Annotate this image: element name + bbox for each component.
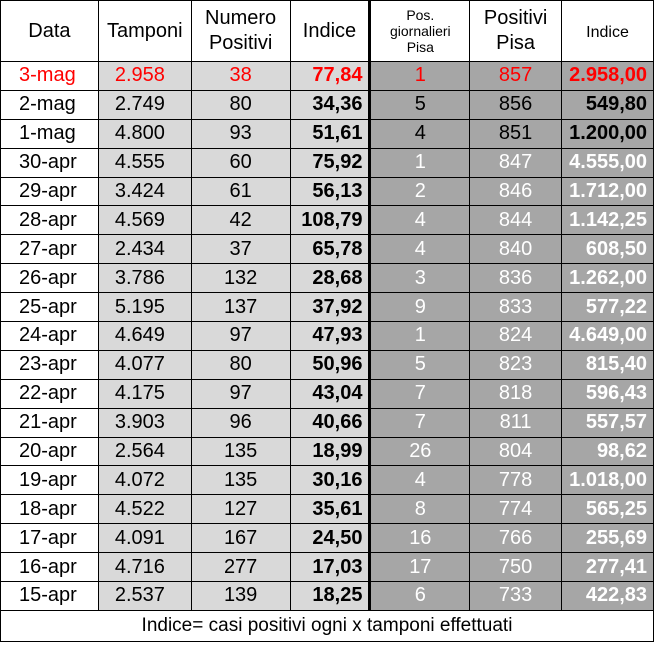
table-row [1, 553, 654, 582]
cell-pos-giornalieri: 1 [370, 62, 470, 91]
cell-indice: 108,79 [290, 206, 370, 235]
cell-data: 21-apr [1, 408, 99, 437]
cell-positivi-pisa: 840 [470, 235, 562, 264]
table-row [1, 90, 654, 119]
cell-data: 30-apr [1, 148, 99, 177]
cell-indice: 17,03 [290, 553, 370, 582]
cell-data: 27-apr [1, 235, 99, 264]
cell-numero-positivi: 60 [191, 148, 290, 177]
cell-indice-pisa: 4.555,00 [561, 148, 653, 177]
table-row [1, 322, 654, 351]
cell-positivi-pisa: 844 [470, 206, 562, 235]
cell-positivi-pisa: 857 [470, 62, 562, 91]
table-row [1, 350, 654, 379]
table-row [1, 293, 654, 322]
cell-tamponi: 2.434 [98, 235, 191, 264]
cell-positivi-pisa: 846 [470, 177, 562, 206]
cell-data: 29-apr [1, 177, 99, 206]
cell-indice: 24,50 [290, 524, 370, 553]
cell-indice-pisa: 1.262,00 [561, 264, 653, 293]
cell-indice: 18,25 [290, 582, 370, 611]
cell-data: 25-apr [1, 293, 99, 322]
cell-numero-positivi: 127 [191, 495, 290, 524]
cell-tamponi: 4.077 [98, 350, 191, 379]
cell-tamponi: 3.903 [98, 408, 191, 437]
cell-indice: 65,78 [290, 235, 370, 264]
cell-positivi-pisa: 774 [470, 495, 562, 524]
table-row [1, 582, 654, 611]
cell-indice-pisa: 608,50 [561, 235, 653, 264]
cell-pos-giornalieri: 5 [370, 90, 470, 119]
cell-data: 22-apr [1, 379, 99, 408]
cell-tamponi: 4.175 [98, 379, 191, 408]
cell-indice-pisa: 4.649,00 [561, 322, 653, 351]
cell-data: 18-apr [1, 495, 99, 524]
cell-data: 20-apr [1, 437, 99, 466]
header-positivi-pisa: Positivi Pisa [470, 1, 562, 62]
cell-numero-positivi: 42 [191, 206, 290, 235]
cell-tamponi: 2.749 [98, 90, 191, 119]
footer-row [1, 610, 654, 641]
cell-pos-giornalieri: 9 [370, 293, 470, 322]
cell-tamponi: 3.424 [98, 177, 191, 206]
cell-indice: 37,92 [290, 293, 370, 322]
cell-numero-positivi: 97 [191, 322, 290, 351]
cell-pos-giornalieri: 4 [370, 119, 470, 148]
cell-indice-pisa: 549,80 [561, 90, 653, 119]
cell-positivi-pisa: 804 [470, 437, 562, 466]
cell-data: 2-mag [1, 90, 99, 119]
cell-indice-pisa: 98,62 [561, 437, 653, 466]
cell-tamponi: 4.555 [98, 148, 191, 177]
cell-tamponi: 4.091 [98, 524, 191, 553]
cell-positivi-pisa: 750 [470, 553, 562, 582]
cell-indice: 34,36 [290, 90, 370, 119]
cell-numero-positivi: 97 [191, 379, 290, 408]
cell-pos-giornalieri: 2 [370, 177, 470, 206]
cell-data: 17-apr [1, 524, 99, 553]
cell-data: 23-apr [1, 350, 99, 379]
cell-tamponi: 4.569 [98, 206, 191, 235]
cell-pos-giornalieri: 1 [370, 148, 470, 177]
cell-indice: 28,68 [290, 264, 370, 293]
cell-positivi-pisa: 818 [470, 379, 562, 408]
cell-positivi-pisa: 833 [470, 293, 562, 322]
cell-pos-giornalieri: 4 [370, 206, 470, 235]
cell-numero-positivi: 93 [191, 119, 290, 148]
cell-indice: 18,99 [290, 437, 370, 466]
cell-indice: 50,96 [290, 350, 370, 379]
cell-data: 26-apr [1, 264, 99, 293]
header-numero-positivi: Numero Positivi [191, 1, 290, 62]
cell-indice-pisa: 1.142,25 [561, 206, 653, 235]
cell-numero-positivi: 80 [191, 350, 290, 379]
cell-indice-pisa: 2.958,00 [561, 62, 653, 91]
cell-numero-positivi: 61 [191, 177, 290, 206]
table-row [1, 62, 654, 91]
cell-indice-pisa: 1.712,00 [561, 177, 653, 206]
header-indice-pisa: Indice [561, 1, 653, 62]
cell-tamponi: 2.537 [98, 582, 191, 611]
cell-positivi-pisa: 823 [470, 350, 562, 379]
cell-pos-giornalieri: 4 [370, 466, 470, 495]
cell-indice: 40,66 [290, 408, 370, 437]
cell-indice: 30,16 [290, 466, 370, 495]
table-row [1, 148, 654, 177]
cell-indice-pisa: 596,43 [561, 379, 653, 408]
cell-numero-positivi: 137 [191, 293, 290, 322]
cell-numero-positivi: 277 [191, 553, 290, 582]
cell-indice-pisa: 815,40 [561, 350, 653, 379]
cell-pos-giornalieri: 26 [370, 437, 470, 466]
cell-indice: 51,61 [290, 119, 370, 148]
table-row [1, 437, 654, 466]
table-row [1, 466, 654, 495]
cell-indice-pisa: 1.200,00 [561, 119, 653, 148]
cell-positivi-pisa: 811 [470, 408, 562, 437]
cell-pos-giornalieri: 7 [370, 408, 470, 437]
cell-data: 24-apr [1, 322, 99, 351]
cell-numero-positivi: 96 [191, 408, 290, 437]
cell-data: 28-apr [1, 206, 99, 235]
cell-numero-positivi: 167 [191, 524, 290, 553]
cell-positivi-pisa: 824 [470, 322, 562, 351]
cell-numero-positivi: 132 [191, 264, 290, 293]
cell-positivi-pisa: 836 [470, 264, 562, 293]
cell-tamponi: 4.800 [98, 119, 191, 148]
table-row [1, 379, 654, 408]
cell-data: 1-mag [1, 119, 99, 148]
table-row [1, 264, 654, 293]
cell-numero-positivi: 135 [191, 437, 290, 466]
header-indice: Indice [290, 1, 370, 62]
table-row [1, 524, 654, 553]
cell-pos-giornalieri: 1 [370, 322, 470, 351]
cell-indice-pisa: 277,41 [561, 553, 653, 582]
cell-pos-giornalieri: 4 [370, 235, 470, 264]
cell-tamponi: 4.649 [98, 322, 191, 351]
cell-indice: 56,13 [290, 177, 370, 206]
table-row [1, 177, 654, 206]
cell-indice: 77,84 [290, 62, 370, 91]
cell-numero-positivi: 38 [191, 62, 290, 91]
cell-tamponi: 4.716 [98, 553, 191, 582]
cell-pos-giornalieri: 7 [370, 379, 470, 408]
cell-pos-giornalieri: 17 [370, 553, 470, 582]
cell-positivi-pisa: 856 [470, 90, 562, 119]
cell-positivi-pisa: 733 [470, 582, 562, 611]
cell-numero-positivi: 135 [191, 466, 290, 495]
header-data: Data [1, 1, 99, 62]
cell-indice-pisa: 577,22 [561, 293, 653, 322]
cell-positivi-pisa: 847 [470, 148, 562, 177]
cell-pos-giornalieri: 8 [370, 495, 470, 524]
cell-pos-giornalieri: 16 [370, 524, 470, 553]
cell-positivi-pisa: 766 [470, 524, 562, 553]
table-row [1, 495, 654, 524]
cell-pos-giornalieri: 6 [370, 582, 470, 611]
cell-tamponi: 2.564 [98, 437, 191, 466]
cell-indice-pisa: 565,25 [561, 495, 653, 524]
cell-indice-pisa: 255,69 [561, 524, 653, 553]
table-row [1, 235, 654, 264]
cell-data: 16-apr [1, 553, 99, 582]
cell-indice: 47,93 [290, 322, 370, 351]
cell-tamponi: 3.786 [98, 264, 191, 293]
cell-tamponi: 2.958 [98, 62, 191, 91]
cell-tamponi: 4.072 [98, 466, 191, 495]
cell-numero-positivi: 80 [191, 90, 290, 119]
cell-tamponi: 5.195 [98, 293, 191, 322]
cell-numero-positivi: 37 [191, 235, 290, 264]
cell-pos-giornalieri: 3 [370, 264, 470, 293]
footer-note: Indice= casi positivi ogni x tamponi effettuati [1, 610, 654, 641]
table-row [1, 206, 654, 235]
cell-data: 3-mag [1, 62, 99, 91]
cell-indice: 75,92 [290, 148, 370, 177]
header-tamponi: Tamponi [98, 1, 191, 62]
cell-positivi-pisa: 851 [470, 119, 562, 148]
cell-indice-pisa: 557,57 [561, 408, 653, 437]
cell-numero-positivi: 139 [191, 582, 290, 611]
cell-indice-pisa: 1.018,00 [561, 466, 653, 495]
cell-indice: 43,04 [290, 379, 370, 408]
header-pos-giornalieri: Pos. giornalieri Pisa [370, 1, 470, 62]
table-row [1, 408, 654, 437]
cell-data: 15-apr [1, 582, 99, 611]
cell-tamponi: 4.522 [98, 495, 191, 524]
cell-indice: 35,61 [290, 495, 370, 524]
cell-positivi-pisa: 778 [470, 466, 562, 495]
cell-indice-pisa: 422,83 [561, 582, 653, 611]
header-row [1, 1, 654, 62]
table-row [1, 119, 654, 148]
cell-data: 19-apr [1, 466, 99, 495]
cell-pos-giornalieri: 5 [370, 350, 470, 379]
